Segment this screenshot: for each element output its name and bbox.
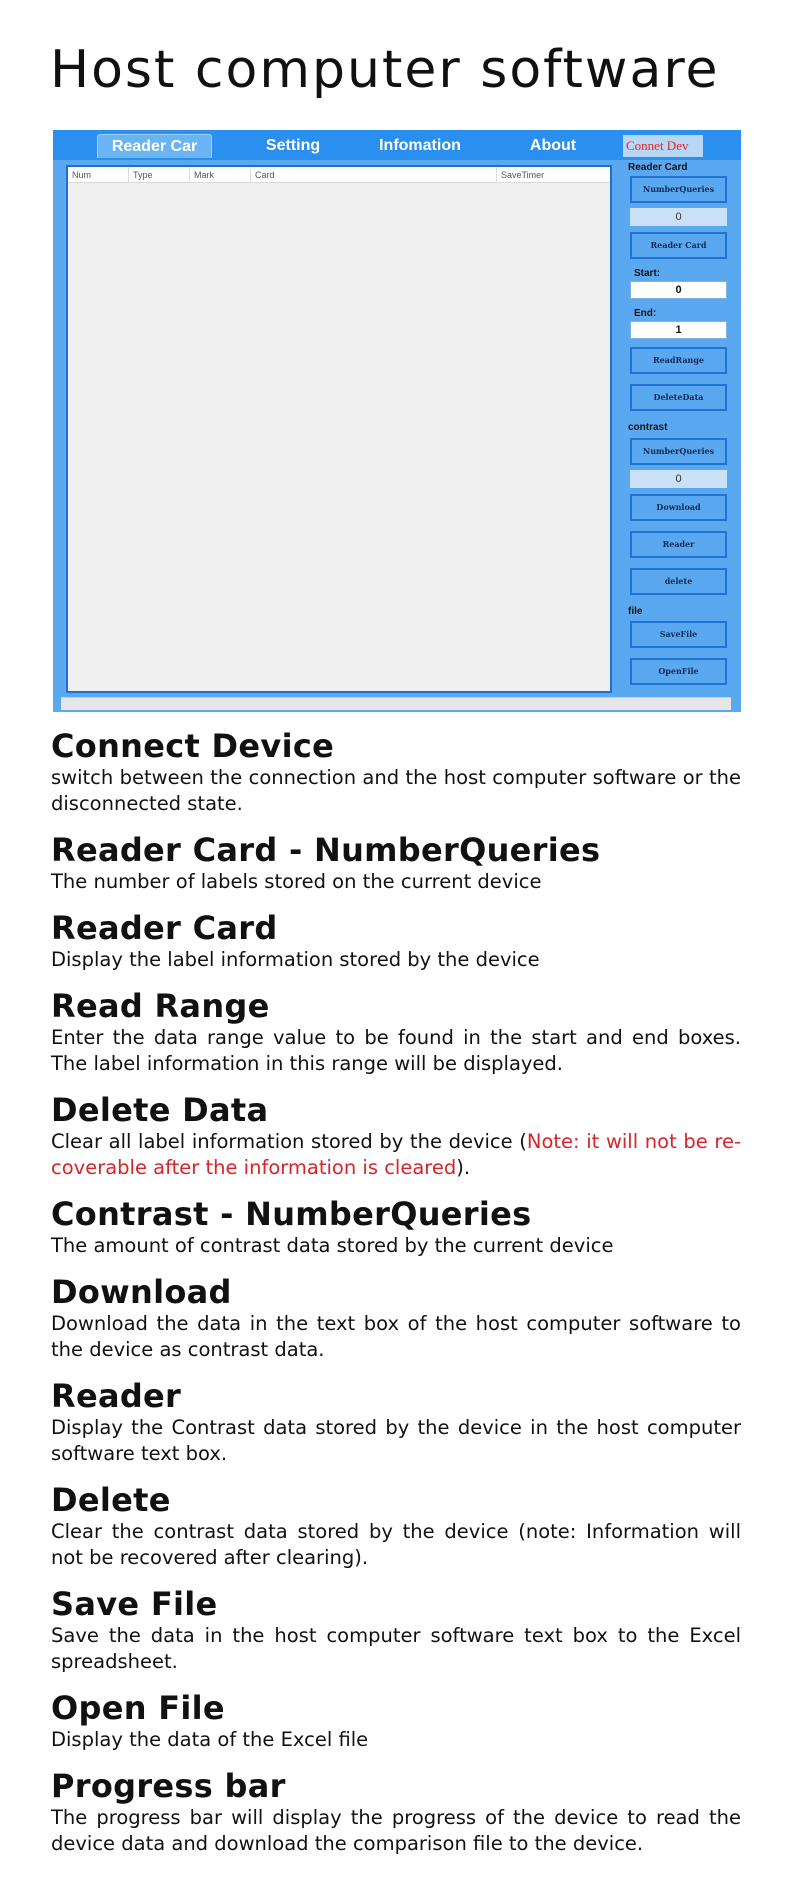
contrast-count-value: 0 <box>630 470 727 488</box>
section-heading: Delete Data <box>51 1091 269 1129</box>
start-label: Start: <box>634 268 661 279</box>
section-text: switch between the connection and the host computer software or the disconnected state. <box>51 766 741 815</box>
warning-note: Note: it will not be re-coverable after the information is cleared <box>51 1130 741 1179</box>
section-reader <box>51 1378 741 1467</box>
delete-data-button[interactable]: DeleteData <box>630 384 727 411</box>
section-text: Download the data in the text box of the host computer software to the device as contrast data. <box>51 1312 741 1361</box>
section-download <box>51 1274 741 1363</box>
end-label: End: <box>634 308 657 319</box>
section-heading: Reader Card - NumberQueries <box>51 831 601 869</box>
section-read-range <box>51 988 741 1077</box>
section-heading: Progress bar <box>51 1767 286 1805</box>
tab-infomation[interactable]: Infomation <box>379 137 461 154</box>
section-progress-bar <box>51 1768 741 1857</box>
card-list-view[interactable] <box>66 165 612 693</box>
section-contrast-number-queries <box>51 1196 741 1259</box>
section-text-end: ). <box>456 1156 471 1179</box>
column-mark[interactable]: Mark <box>190 167 251 183</box>
section-text <box>51 1129 741 1181</box>
save-file-button[interactable]: SaveFile <box>630 621 727 648</box>
section-text: Display the data of the Excel file <box>51 1728 369 1751</box>
number-queries-button[interactable]: NumberQueries <box>630 176 727 203</box>
section-text: Save the data in the host computer software text box to the Excel spreadsheet. <box>51 1624 741 1673</box>
file-group-label: file <box>628 606 643 617</box>
section-heading: Contrast - NumberQueries <box>51 1195 532 1233</box>
section-reader-card-number-queries <box>51 832 741 895</box>
page-title: Host computer software <box>50 40 720 100</box>
contrast-number-queries-button[interactable]: NumberQueries <box>630 438 727 465</box>
section-save-file <box>51 1586 741 1675</box>
section-text: Enter the data range value to be found in the start and end boxes. The label information in this range will be displayed. <box>51 1026 741 1075</box>
download-button[interactable]: Download <box>630 494 727 521</box>
column-num[interactable]: Num <box>68 167 129 183</box>
section-text-start: Clear all label information stored by the device ( <box>51 1130 527 1153</box>
delete-button[interactable]: delete <box>630 568 727 595</box>
section-open-file <box>51 1690 741 1753</box>
progress-bar <box>61 697 731 710</box>
section-heading: Open File <box>51 1689 225 1727</box>
reader-button[interactable]: Reader <box>630 531 727 558</box>
section-text: The number of labels stored on the current device <box>51 870 542 893</box>
section-heading: Delete <box>51 1481 171 1519</box>
tab-connect-device[interactable]: Connet Dev <box>623 135 703 157</box>
section-text: Display the label information stored by the device <box>51 948 540 971</box>
app-screenshot <box>53 130 741 712</box>
section-connect-device <box>51 728 741 817</box>
section-heading: Reader Card <box>51 909 278 947</box>
section-heading: Connect Device <box>51 727 335 765</box>
tab-reader-card[interactable]: Reader Car <box>97 134 212 158</box>
reader-card-group-label: Reader Card <box>628 162 688 173</box>
read-range-button[interactable]: ReadRange <box>630 347 727 374</box>
column-type[interactable]: Type <box>129 167 190 183</box>
section-text: Clear the contrast data stored by the device (note: Information will not be recovered after clearing). <box>51 1520 741 1569</box>
contrast-group-label: contrast <box>628 422 668 433</box>
column-card[interactable]: Card <box>251 167 497 183</box>
section-heading: Download <box>51 1273 232 1311</box>
reader-count-value: 0 <box>630 208 727 226</box>
tab-bar <box>53 130 741 160</box>
section-text: The amount of contrast data stored by the current device <box>51 1234 614 1257</box>
section-delete-data <box>51 1092 741 1181</box>
column-savetimer[interactable]: SaveTimer <box>501 170 545 180</box>
section-text: Display the Contrast data stored by the device in the host computer software text box. <box>51 1416 741 1465</box>
open-file-button[interactable]: OpenFile <box>630 658 727 685</box>
section-reader-card <box>51 910 741 973</box>
start-input[interactable]: 0 <box>630 281 727 299</box>
section-heading: Reader <box>51 1377 182 1415</box>
section-delete <box>51 1482 741 1571</box>
reader-card-button[interactable]: Reader Card <box>630 232 727 259</box>
tab-setting[interactable]: Setting <box>265 137 321 154</box>
tab-about[interactable]: About <box>529 137 577 154</box>
section-heading: Read Range <box>51 987 270 1025</box>
list-header <box>68 167 610 183</box>
end-input[interactable]: 1 <box>630 321 727 339</box>
section-text: The progress bar will display the progress of the device to read the device data and download the comparison file to the device. <box>51 1806 741 1855</box>
section-heading: Save File <box>51 1585 218 1623</box>
